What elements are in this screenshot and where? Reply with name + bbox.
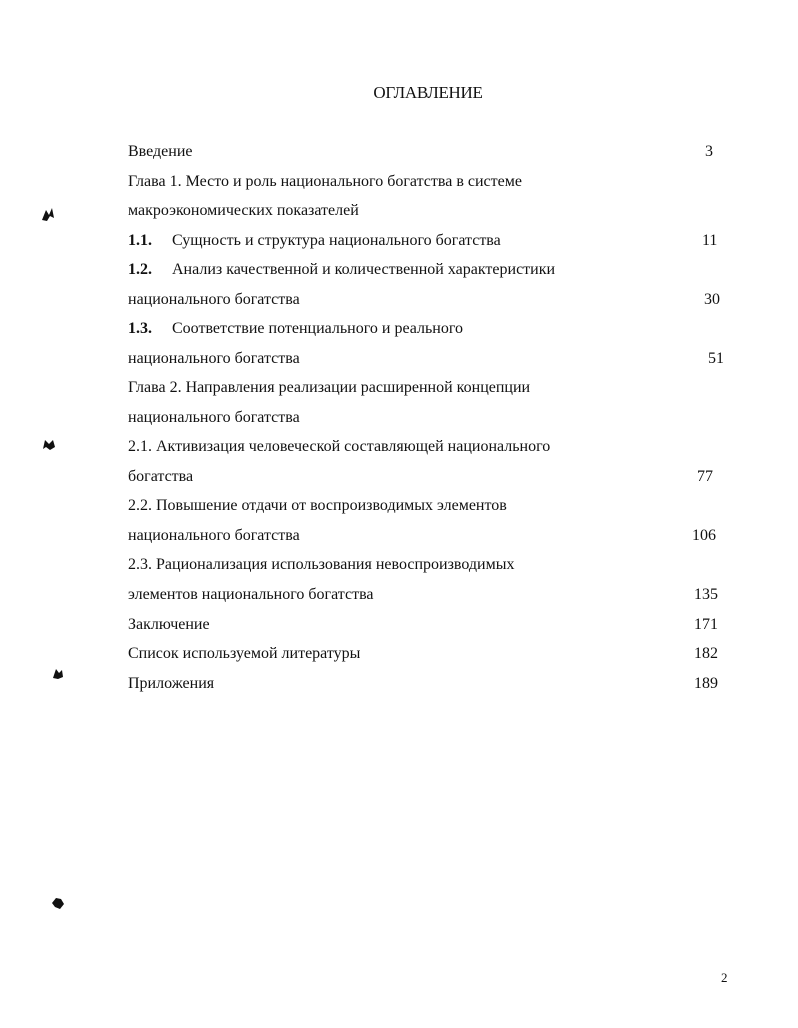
toc-entry-label: Введение xyxy=(128,143,193,160)
toc-entry-page: 182 xyxy=(694,645,718,662)
toc-entry-label: элементов национального богатства xyxy=(128,586,374,603)
toc-title: ОГЛАВЛЕНИЕ xyxy=(373,83,483,102)
scan-mark-icon xyxy=(40,437,58,453)
toc-entry xyxy=(128,261,555,279)
toc-entry-label: Сущность и структура национального богатства xyxy=(172,232,501,249)
toc-entry-label: 2.2. Повышение отдачи от воспроизводимых элементов xyxy=(128,497,507,514)
scan-mark-icon xyxy=(50,666,66,682)
scan-mark-icon xyxy=(40,206,58,222)
toc-entry-page: 11 xyxy=(702,232,718,249)
toc-entry-label: 2.1. Активизация человеческой составляющей национального xyxy=(128,438,551,455)
toc-entry-label: 2.3. Рационализация использования невоспроизводимых xyxy=(128,556,515,573)
toc-entry-label: Заключение xyxy=(128,616,210,633)
toc-entry-page: 135 xyxy=(694,586,718,603)
toc-entry-label: богатства xyxy=(128,468,194,485)
page-number: 2 xyxy=(721,970,728,985)
toc-entry-page: 3 xyxy=(705,143,713,160)
toc-entry xyxy=(128,232,501,250)
toc-entry-page: 51 xyxy=(708,350,724,367)
toc-entry-number: 1.3. xyxy=(128,320,152,337)
toc-entry-number: 1.1. xyxy=(128,232,152,249)
toc-entry xyxy=(128,320,463,338)
toc-entry-number: 1.2. xyxy=(128,261,152,278)
toc-entry-page: 106 xyxy=(692,527,716,544)
toc-entry-label: национального богатства xyxy=(128,350,300,367)
toc-entry-label: Глава 2. Направления реализации расширенной концепции xyxy=(128,379,531,396)
toc-entry-label: Анализ качественной и количественной характеристики xyxy=(172,261,556,278)
toc-entry-label: Приложения xyxy=(128,675,215,692)
toc-entry-page: 171 xyxy=(694,616,718,633)
toc-entry-label: Соответствие потенциального и реального xyxy=(172,320,464,337)
toc-entry-label: национального богатства xyxy=(128,527,300,544)
toc-entry-label: Глава 1. Место и роль национального богатства в системе xyxy=(128,173,522,190)
toc-entry-label: Список используемой литературы xyxy=(128,645,361,662)
toc-entry-label: макроэкономических показателей xyxy=(128,202,359,219)
toc-entry-page: 30 xyxy=(704,291,720,308)
toc-entry-page: 77 xyxy=(697,468,713,485)
scan-mark-icon xyxy=(50,895,66,911)
toc-entry-page: 189 xyxy=(694,675,718,692)
toc-entry-label: национального богатства xyxy=(128,409,300,426)
toc-entry-label: национального богатства xyxy=(128,291,300,308)
